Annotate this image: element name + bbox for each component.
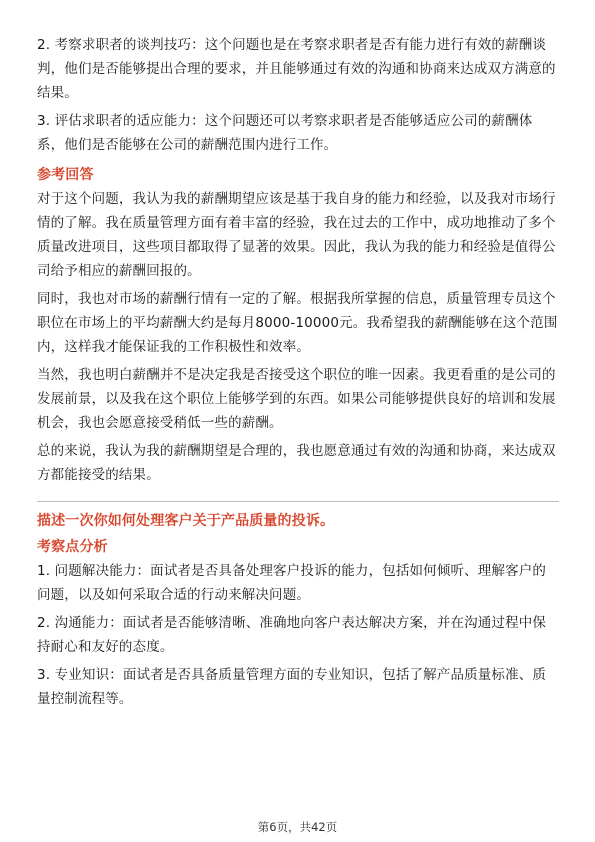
answer-paragraph-4: 总的来说，我认为我的薪酬期望是合理的，我也愿意通过有效的沟通和协商，来达成双方都能接受的结果。 <box>37 443 556 483</box>
section-divider <box>37 501 559 502</box>
analysis-heading: 考察点分析 <box>37 539 108 555</box>
analysis-point-communication: 2. 沟通能力：面试者是否能够清晰、准确地向客户表达解决方案，并在沟通过程中保持耐心和友好的态度。 <box>37 615 547 655</box>
analysis-point-problem-solving: 1. 问题解决能力：面试者是否具备处理客户投诉的能力，包括如何倾听、理解客户的问题，以及如何采取合适的行动来解决问题。 <box>37 563 547 603</box>
page-content <box>37 33 559 715</box>
answer-paragraph-3: 当然，我也明白薪酬并不是决定我是否接受这个职位的唯一因素。我更看重的是公司的发展前景，以及我在这个职位上能够学到的东西。如果公司能够提供良好的培训和发展机会，我也会愿意接受稍低一些的薪酬。 <box>37 367 556 431</box>
reference-answer-heading: 参考回答 <box>37 167 94 183</box>
answer-paragraph-1: 对于这个问题，我认为我的薪酬期望应该是基于我自身的能力和经验，以及我对市场行情的了解。我在质量管理方面有着丰富的经验，我在过去的工作中，成功地推动了多个质量改进项目，这些项目都取得了显著的效果。因此，我认为我的能力和经验是值得公司给予相应的薪酬回报的。 <box>37 191 556 279</box>
analysis-point-expertise: 3. 专业知识：面试者是否具备质量管理方面的专业知识，包括了解产品质量标准、质量控制流程等。 <box>37 667 547 707</box>
answer-paragraph-2: 同时，我也对市场的薪酬行情有一定的了解。根据我所掌握的信息，质量管理专员这个职位在市场上的平均薪酬大约是每月8000-10000元。我希望我的薪酬能够在这个范围内，这样我才能保证我的工作积极性和效率。 <box>37 291 558 355</box>
evaluation-point-negotiation: 2. 考察求职者的谈判技巧：这个问题也是在考察求职者是否有能力进行有效的薪酬谈判，他们是否能够提出合理的要求，并且能够通过有效的沟通和协商来达成双方满意的结果。 <box>37 37 556 101</box>
evaluation-point-adaptability: 3. 评估求职者的适应能力：这个问题还可以考察求职者是否能够适应公司的薪酬体系，他们是否能够在公司的薪酬范围内进行工作。 <box>37 113 533 153</box>
interview-question: 描述一次你如何处理客户关于产品质量的投诉。 <box>37 513 335 529</box>
page-number: 第6页，共42页 <box>257 820 338 834</box>
